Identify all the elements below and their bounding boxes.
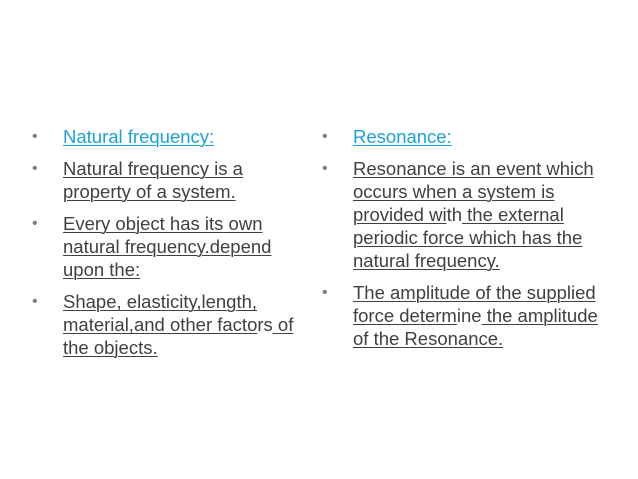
list-item [322,157,612,272]
natural-frequency-heading [32,125,304,148]
heading-text: Resonance: [353,126,452,147]
list-item [32,212,304,281]
list-item [32,290,304,359]
right-column [322,125,612,359]
item-text: The amplitude of the supplied force determ [353,282,596,326]
bullet-icon: • [32,215,38,232]
bullet-icon: • [32,160,38,177]
bullet-icon: • [322,284,328,301]
left-column [32,125,304,368]
right-bullet-list [322,125,612,350]
heading-text: Natural frequency: [63,126,215,147]
resonance-heading [322,125,612,148]
item-text-plain: th [446,204,463,225]
bullet-icon: • [322,160,328,177]
item-text: Every object has its own natural frequency.depend upon the: [63,213,272,280]
item-text: Resonance is an event which occurs when a system is provided wi [353,158,594,225]
item-text-continued: the amplitude of the Resonance. [353,305,598,349]
bullet-icon: • [32,293,38,310]
item-text-plain: ine [456,305,482,326]
item-text-continued: the external periodic force which has the natural frequency. [353,204,583,271]
bullet-icon: • [322,128,328,145]
item-text: Shape, elasticity,length, material,and other facto [63,291,258,335]
list-item [32,157,304,203]
list-item [322,281,612,350]
item-text-continued: of the objects. [63,314,294,358]
item-text-plain: rs [257,314,273,335]
left-bullet-list [32,125,304,359]
item-text: Natural frequency is a property of a system. [63,158,243,202]
bullet-icon: • [32,128,38,145]
